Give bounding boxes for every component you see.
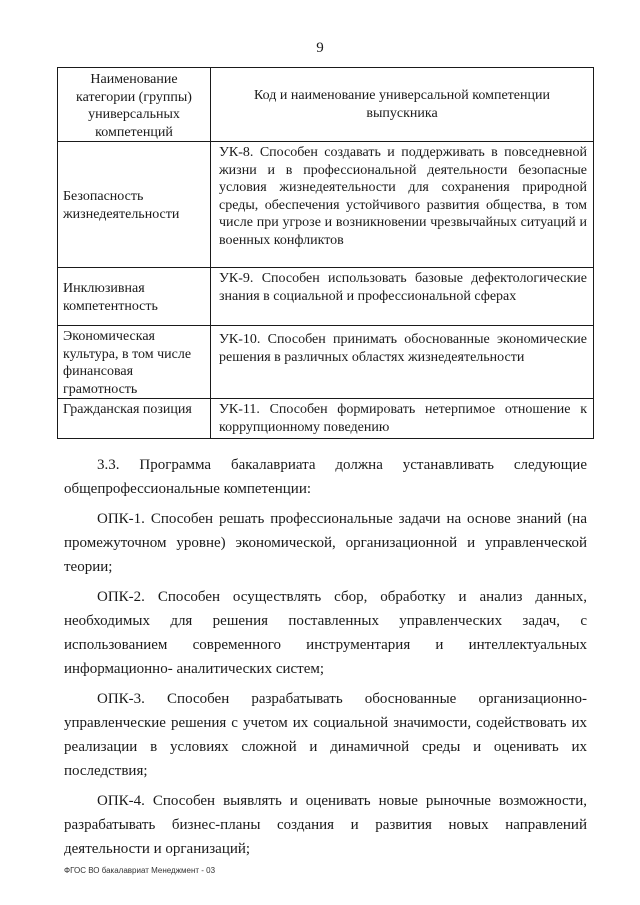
row-description: УК-9. Способен использовать базовые дефектологические знания в социальной и профессиональной сферах (211, 268, 594, 326)
table-row (58, 142, 594, 268)
row-category: Инклюзивная компетентность (58, 268, 211, 326)
opk-1-paragraph: ОПК-1. Способен решать профессиональные задачи на основе знаний (на промежуточном уровне) экономической, организационной и управленческой теории; (64, 511, 587, 575)
table-row (58, 326, 594, 399)
page-number: 9 (316, 40, 324, 56)
footer-label: ФГОС ВО бакалавриат Менеджмент - 03 (64, 866, 216, 875)
competency-table (57, 67, 594, 439)
row-category: Гражданская позиция (58, 399, 211, 439)
row-category: Экономическая культура, в том числе финансовая грамотность (58, 326, 211, 399)
table-row (58, 268, 594, 326)
body-text (64, 453, 587, 867)
row-description: УК-8. Способен создавать и поддерживать в повседневной жизни и в профессиональной деятельности безопасные условия жизнедеятельности для сохранения природной среды, обеспечения устойчивого развития общества, в том числе при угрозе и возникновении чрезвычайных ситуаций и военных конфликтов (211, 142, 594, 268)
opk-4-paragraph: ОПК-4. Способен выявлять и оценивать новые рыночные возможности, разрабатывать бизнес-планы создания и развития новых направлений деятельности и организаций; (64, 793, 587, 857)
section-heading-paragraph: 3.3. Программа бакалавриата должна устанавливать следующие общепрофессиональные компетенции: (64, 457, 587, 497)
opk-2-paragraph: ОПК-2. Способен осуществлять сбор, обработку и анализ данных, необходимых для решения поставленных управленческих задач, с использованием современного инструментария и интеллектуальных информационно- аналитических систем; (64, 589, 587, 677)
header-code: Код и наименование универсальной компетенции выпускника (211, 68, 594, 142)
row-description: УК-10. Способен принимать обоснованные экономические решения в различных областях жизнедеятельности (211, 326, 594, 399)
table-header-row (58, 68, 594, 142)
row-description: УК-11. Способен формировать нетерпимое отношение к коррупционному поведению (211, 399, 594, 439)
row-category: Безопасность жизнедеятельности (58, 142, 211, 268)
opk-3-paragraph: ОПК-3. Способен разрабатывать обоснованные организационно-управленческие решения с учетом их социальной значимости, содействовать их реализации в условиях сложной и динамичной среды и оценивать их последствия; (64, 691, 587, 779)
header-category: Наименование категории (группы) универсальных компетенций (58, 68, 211, 142)
table-row (58, 399, 594, 439)
